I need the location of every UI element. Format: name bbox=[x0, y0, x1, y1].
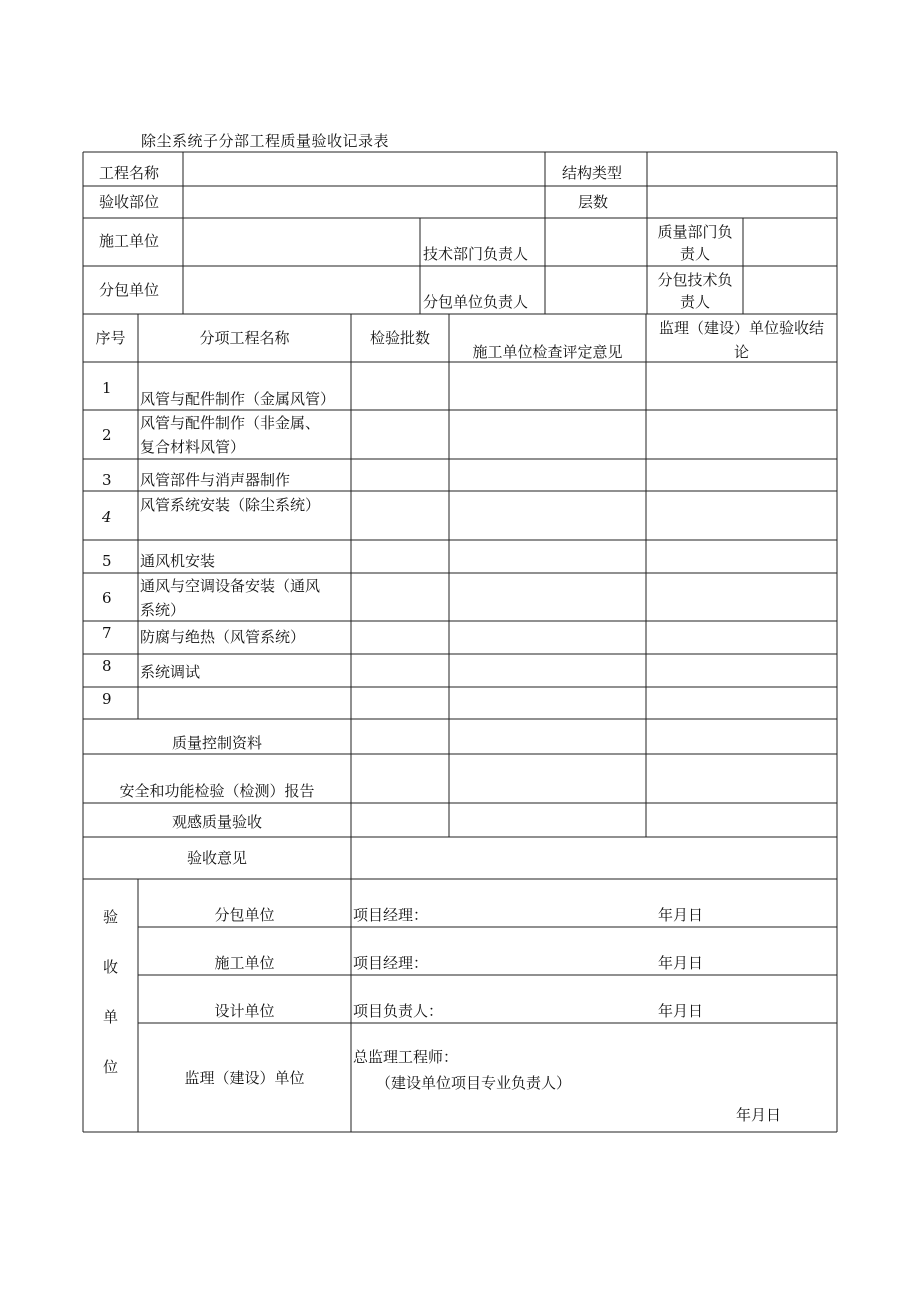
col-header-batches: 检验批数 bbox=[369, 329, 430, 347]
acceptance-label-char-3: 单 bbox=[102, 1008, 118, 1026]
item-2-no: 2 bbox=[102, 426, 112, 444]
acceptance-row-2-unit: 施工单位 bbox=[214, 954, 275, 972]
floors-label: 层数 bbox=[578, 193, 609, 211]
item-7-no: 7 bbox=[102, 624, 112, 642]
item-1-name: 风管与配件制作（金属风管） bbox=[140, 390, 336, 408]
item-6-no: 6 bbox=[102, 589, 112, 607]
appearance-label: 观感质量验收 bbox=[171, 813, 262, 831]
item-6-name-line2: 系统） bbox=[140, 601, 186, 619]
structure-type-label: 结构类型 bbox=[562, 164, 623, 182]
acceptance-row-1-signer: 项目经理： bbox=[353, 906, 429, 924]
acceptance-row-3-unit: 设计单位 bbox=[214, 1002, 275, 1020]
acceptance-row-3-date: 年月日 bbox=[658, 1002, 704, 1020]
acceptance-opinion-label: 验收意见 bbox=[186, 849, 247, 867]
col-header-conclusion-line1: 监理（建设）单位验收结 bbox=[658, 319, 824, 337]
quality-head-label-line2: 责人 bbox=[679, 245, 710, 263]
item-8-no: 8 bbox=[102, 657, 112, 675]
item-6-name-line1: 通风与空调设备安装（通风 bbox=[140, 577, 321, 595]
subcontract-head-label: 分包单位负责人 bbox=[423, 293, 529, 311]
acceptance-part-label: 验收部位 bbox=[99, 193, 160, 211]
acceptance-row-2-signer: 项目经理： bbox=[353, 954, 429, 972]
supervision-signer: 总监理工程师： bbox=[353, 1048, 459, 1066]
acceptance-label-char-2: 收 bbox=[102, 958, 118, 976]
supervision-unit: 监理（建设）单位 bbox=[184, 1069, 305, 1087]
subcontract-unit-label: 分包单位 bbox=[99, 281, 160, 299]
col-header-opinion: 施工单位检查评定意见 bbox=[472, 343, 623, 361]
acceptance-row-2-date: 年月日 bbox=[658, 954, 704, 972]
item-8-name: 系统调试 bbox=[140, 663, 201, 681]
item-1-no: 1 bbox=[102, 379, 112, 397]
col-header-no: 序号 bbox=[95, 329, 126, 347]
page-title: 除尘系统子分部工程质量验收记录表 bbox=[141, 132, 390, 150]
item-2-name-line1: 风管与配件制作（非金属、 bbox=[140, 414, 321, 432]
acceptance-label-char-1: 验 bbox=[102, 908, 118, 926]
acceptance-label-char-4: 位 bbox=[102, 1058, 118, 1076]
supervision-date: 年月日 bbox=[736, 1106, 782, 1124]
col-header-name: 分项工程名称 bbox=[199, 329, 290, 347]
acceptance-row-1-date: 年月日 bbox=[658, 906, 704, 924]
item-3-name: 风管部件与消声器制作 bbox=[140, 471, 291, 489]
item-4-no: 4 bbox=[102, 508, 112, 526]
construction-unit-label: 施工单位 bbox=[99, 232, 160, 250]
item-2-name-line2: 复合材料风管） bbox=[140, 438, 246, 456]
safety-report-label: 安全和功能检验（检测）报告 bbox=[119, 782, 315, 800]
item-7-name: 防腐与绝热（风管系统） bbox=[140, 628, 306, 646]
acceptance-row-3-signer: 项目负责人： bbox=[353, 1002, 444, 1020]
subcontract-tech-label-line2: 责人 bbox=[679, 293, 710, 311]
col-header-conclusion-line2: 论 bbox=[733, 343, 749, 361]
subcontract-tech-label-line1: 分包技术负 bbox=[657, 271, 733, 289]
quality-head-label-line1: 质量部门负 bbox=[657, 223, 733, 241]
item-4-name: 风管系统安装（除尘系统） bbox=[140, 496, 321, 514]
item-9-no: 9 bbox=[102, 690, 112, 708]
quality-docs-label: 质量控制资料 bbox=[171, 734, 262, 752]
item-5-no: 5 bbox=[102, 552, 112, 570]
acceptance-row-1-unit: 分包单位 bbox=[214, 906, 275, 924]
supervision-signer-alt: （建设单位项目专业负责人） bbox=[376, 1074, 572, 1092]
item-5-name: 通风机安装 bbox=[140, 552, 216, 570]
tech-head-label: 技术部门负责人 bbox=[423, 245, 529, 263]
item-3-no: 3 bbox=[102, 471, 112, 489]
project-name-label: 工程名称 bbox=[99, 164, 160, 182]
